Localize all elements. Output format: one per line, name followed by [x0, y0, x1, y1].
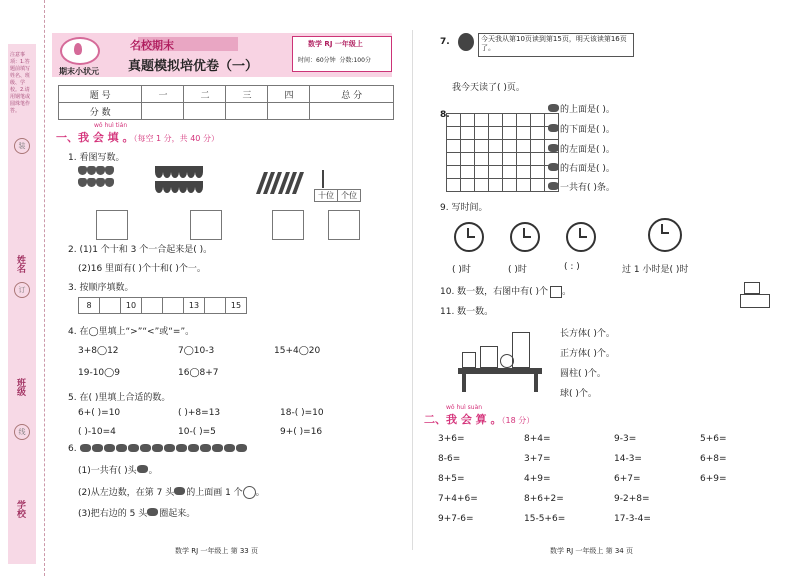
time-answer: ( : ) [564, 262, 580, 272]
subject-label: 数学 RJ 一年级上 [308, 40, 363, 48]
q6b-text: (2)从左边数，在第 7 头 [78, 488, 175, 498]
grid-cell [475, 179, 489, 192]
shuttlecock-icon [155, 181, 163, 193]
q8-text: 的下面是( )。 [560, 125, 615, 135]
shuttlecock-icon [187, 166, 195, 178]
butterfly-icon [105, 178, 114, 187]
shuttlecock-group [155, 166, 203, 196]
calc-item: 14-3= [614, 454, 642, 464]
score-value-row [59, 103, 394, 120]
shuttlecock-icon [179, 166, 187, 178]
grid-cell [489, 140, 503, 153]
grid-cell [489, 114, 503, 127]
q7-answer: 我今天读了( )页。 [452, 83, 525, 93]
shuttlecock-icon [155, 166, 163, 178]
grid-cell [475, 166, 489, 179]
bind-circle: 订 [14, 282, 30, 298]
score-table [58, 85, 394, 120]
score-cell: 分 数 [59, 103, 142, 120]
calc-item: 3+7= [524, 454, 551, 464]
cube-stack-icon [740, 294, 770, 308]
butterfly-icon [87, 166, 96, 175]
q4-item: 7◯10-3 [178, 346, 215, 356]
shuttlecock-icon [187, 181, 195, 193]
name-label: 姓名 [15, 255, 25, 273]
q11-item: 长方体( )个。 [560, 329, 615, 339]
grid-cell [503, 140, 517, 153]
section1-note: （每空 1 分，共 40 分） [133, 134, 219, 143]
abacus-ones: 个位 [338, 190, 361, 202]
dog-row [80, 444, 248, 455]
q7-number: 7. [440, 37, 450, 47]
section1-heading: 一、我 会 填 。 [56, 131, 134, 144]
section2-note: （18 分） [501, 416, 535, 425]
time-text: 时间：60分钟 [298, 57, 336, 64]
q11-prompt: 11. 数一数。 [440, 307, 494, 317]
dog-icon [236, 444, 247, 452]
abacus-table [314, 189, 361, 202]
score-header-row [59, 86, 394, 103]
calc-item: 15-5+6= [524, 514, 566, 524]
grid-cell [517, 153, 531, 166]
grid-cell [447, 127, 461, 140]
q6c [78, 506, 195, 519]
class-label: 班级 [15, 378, 25, 396]
clock-icon [454, 222, 484, 252]
q8-text: 的上面是( )。 [560, 105, 615, 115]
grid-cell [531, 140, 545, 153]
answer-box[interactable] [272, 210, 304, 240]
boy-reading-icon [458, 33, 474, 51]
q4-item: 15+4◯20 [274, 346, 321, 356]
q11-item: 球( )个。 [560, 389, 597, 399]
q8-text: 的左面是( )。 [560, 145, 615, 155]
animal-icon [548, 124, 559, 132]
cube-stack-icon [744, 282, 760, 294]
grid-cell [447, 114, 461, 127]
butterfly-icon [96, 178, 105, 187]
section2-pinyin: wǒ huì suàn [446, 404, 483, 411]
q11-item: 正方体( )个。 [560, 349, 615, 359]
stick-bundle-group [260, 172, 300, 197]
grid-cell [517, 114, 531, 127]
calc-item: 9-2+8= [614, 494, 650, 504]
q6-prompt: 6. [68, 444, 77, 454]
q4-item: 3+8◯12 [78, 346, 119, 356]
butterfly-icon [78, 166, 87, 175]
grid-cell [503, 153, 517, 166]
shelf-icon [458, 368, 542, 374]
grid-cell [447, 140, 461, 153]
grid-cell [489, 127, 503, 140]
score-cell: 二 [184, 86, 226, 103]
grid-cell [489, 179, 503, 192]
grid-cell [461, 140, 475, 153]
dog-icon [147, 508, 158, 516]
grid-cell [517, 166, 531, 179]
brand-name: 期末小状元 [59, 67, 99, 76]
grid-cell [503, 114, 517, 127]
q5-item: ( )-10=4 [78, 427, 116, 437]
q2a: 2. (1)1 个十和 3 个一合起来是( )。 [68, 245, 213, 255]
calc-item: 3+6= [438, 434, 465, 444]
speech-bubble: 今天我从第10页读到第15页，明天该读第16页了。 [478, 33, 634, 57]
q8-item [548, 180, 615, 193]
grid-cell [475, 127, 489, 140]
q8-item [548, 161, 615, 174]
score-cell: 总 分 [310, 86, 394, 103]
shuttlecock-icon [163, 181, 171, 193]
dog-icon [137, 465, 148, 473]
seq-cell: 10 [121, 298, 142, 314]
grid-cell [531, 179, 545, 192]
page-footer-left: 数学 RJ 一年级上 第 33 页 [175, 547, 258, 555]
animal-icon [548, 104, 559, 112]
seq-cell: 8 [79, 298, 100, 314]
q6b: (2)从左边数，在第 7 头 的上面画 1 个 。 [78, 488, 265, 498]
q8-text: 的右面是( )。 [560, 164, 615, 174]
score-input[interactable] [184, 103, 226, 120]
q3-prompt: 3. 按顺序填数。 [68, 283, 134, 293]
seq-cell[interactable] [205, 298, 226, 314]
time-answer: ( )时 [452, 265, 471, 275]
q8-item [548, 142, 615, 155]
time-answer: ( )时 [508, 265, 527, 275]
q11-item: 圆柱( )个。 [560, 369, 606, 379]
butterfly-icon [105, 166, 114, 175]
dog-icon [80, 444, 91, 452]
score-cell: 三 [226, 86, 268, 103]
answer-box[interactable] [96, 210, 128, 240]
shelf-leg-icon [462, 374, 466, 392]
fish-icon [548, 182, 559, 190]
score-input[interactable] [268, 103, 310, 120]
grid-cell [503, 127, 517, 140]
clock-icon [510, 222, 540, 252]
calc-item: 8+4= [524, 434, 551, 444]
q2b: (2)16 里面有( )个十和( )个一。 [78, 264, 206, 274]
calc-item: 6+7= [614, 474, 641, 484]
dog-icon [188, 444, 199, 452]
exam-title: 真题模拟培优卷（一） [128, 59, 259, 74]
dog-icon [200, 444, 211, 452]
q6c-text: (3)把右边的 5 头 [78, 509, 148, 519]
shuttlecock-icon [163, 166, 171, 178]
q5-item: ( )+8=13 [178, 408, 221, 418]
calc-item: 7+4+6= [438, 494, 478, 504]
grid-cell [461, 166, 475, 179]
dog-icon [152, 444, 163, 452]
dog-icon [224, 444, 235, 452]
q6a: (1)一共有( )头 。 [78, 466, 158, 476]
dog-icon [140, 444, 151, 452]
school-label: 学校 [15, 500, 25, 518]
dog-icon [176, 444, 187, 452]
score-cell: 一 [142, 86, 184, 103]
grid-cell [447, 179, 461, 192]
grid-cell [475, 140, 489, 153]
sequence-table [78, 297, 247, 314]
score-input[interactable] [226, 103, 268, 120]
q5-item: 9+( )=16 [280, 427, 323, 437]
dog-icon [128, 444, 139, 452]
answer-box[interactable] [190, 210, 222, 240]
shuttlecock-icon [171, 166, 179, 178]
score-input[interactable] [142, 103, 184, 120]
score-cell: 四 [268, 86, 310, 103]
dog-icon [116, 444, 127, 452]
butterfly-icon [96, 166, 105, 175]
cylinder-icon [462, 352, 476, 368]
seq-cell: 15 [226, 298, 247, 314]
dog-icon [104, 444, 115, 452]
calc-item: 9+7-6= [438, 514, 474, 524]
calc-item: 5+6= [700, 434, 727, 444]
q10-text: 10. 数一数，右图中有( )个 [440, 287, 549, 297]
dog-icon [212, 444, 223, 452]
dog-icon [174, 487, 185, 495]
publisher-logo-icon [60, 37, 100, 65]
section2-heading: 二、我 会 算 。 [424, 413, 502, 426]
q6a-text: (1)一共有( )头 [78, 466, 137, 476]
shuttlecock-icon [171, 181, 179, 193]
grid-cell [503, 166, 517, 179]
animal-grid [446, 113, 559, 192]
q8-text: 一共有( )条。 [560, 183, 615, 193]
shuttlecock-icon [179, 181, 187, 193]
calc-item: 17-3-4= [614, 514, 651, 524]
grid-cell [489, 166, 503, 179]
grid-cell [447, 153, 461, 166]
grid-cell [517, 140, 531, 153]
calc-item: 8-6= [438, 454, 461, 464]
cuboid-icon [480, 346, 498, 368]
binding-note: 注意事项：1.答题前填写姓名、班级、学校。2.请用钢笔或圆珠笔作答。 [10, 52, 31, 114]
butterfly-icon [78, 178, 87, 187]
q5-item: 10-( )=5 [178, 427, 216, 437]
seq-cell: 13 [184, 298, 205, 314]
grid-cell [531, 153, 545, 166]
dog-icon [164, 444, 175, 452]
calc-item: 8+6+2= [524, 494, 564, 504]
shuttlecock-icon [195, 181, 203, 193]
shuttlecock-icon [195, 166, 203, 178]
section1-title [56, 129, 219, 145]
seq-cell[interactable] [142, 298, 163, 314]
animal-icon [548, 144, 559, 152]
q8-item [548, 122, 615, 135]
score-text: 分数:100分 [339, 57, 371, 64]
q4-item: 19-10◯9 [78, 368, 120, 378]
grid-cell [517, 179, 531, 192]
bind-circle: 装 [14, 138, 30, 154]
q8-number: 8. [440, 110, 450, 120]
binding-band [8, 44, 36, 564]
grid-cell [475, 153, 489, 166]
bind-circle: 线 [14, 424, 30, 440]
q9-prompt: 9. 写时间。 [440, 203, 488, 213]
calc-item: 4+9= [524, 474, 551, 484]
calc-item: 6+8= [700, 454, 727, 464]
answer-box[interactable] [328, 210, 360, 240]
q10-prompt: 10. 数一数，右图中有( )个 。 [440, 287, 572, 297]
clock-icon [648, 218, 682, 252]
shelf-leg-icon [534, 374, 538, 392]
grid-cell [461, 127, 475, 140]
cube-icon [550, 286, 562, 298]
section2-title [424, 411, 534, 427]
page-divider [412, 30, 413, 550]
abacus-rod-icon [322, 170, 332, 188]
calc-item: 8+5= [438, 474, 465, 484]
circle-shape-icon [243, 486, 256, 499]
q8-item [548, 102, 615, 115]
grid-cell [531, 114, 545, 127]
dog-icon [92, 444, 103, 452]
cuboid-icon [512, 332, 530, 368]
q6c-text2: 圈起来。 [159, 509, 196, 519]
q1-prompt: 1. 看图写数。 [68, 153, 125, 163]
grid-cell [503, 179, 517, 192]
time-answer: 过 1 小时是( )时 [622, 265, 689, 275]
binding-strip [0, 0, 45, 576]
score-cell: 题 号 [59, 86, 142, 103]
seq-cell[interactable] [163, 298, 184, 314]
grid-cell [447, 166, 461, 179]
school-label: 名校期末 [130, 39, 174, 52]
score-input[interactable] [310, 103, 394, 120]
butterfly-group [78, 166, 114, 190]
q5-item: 18-( )=10 [280, 408, 324, 418]
q6b-text2: 的上面画 1 个 [186, 488, 243, 498]
calc-item: 6+9= [700, 474, 727, 484]
time-limit [298, 55, 371, 64]
grid-cell [461, 153, 475, 166]
grid-cell [531, 166, 545, 179]
butterfly-icon [87, 178, 96, 187]
q4-prompt: 4. 在◯里填上“>”“<”或“=”。 [68, 327, 195, 337]
grid-cell [531, 127, 545, 140]
section1-pinyin: wǒ huì tián [94, 122, 128, 129]
seq-cell[interactable] [100, 298, 121, 314]
calc-item: 9-3= [614, 434, 637, 444]
clock-icon [566, 222, 596, 252]
q5-item: 6+( )=10 [78, 408, 121, 418]
grid-cell [461, 114, 475, 127]
q5-prompt: 5. 在( )里填上合适的数。 [68, 393, 171, 403]
grid-cell [517, 127, 531, 140]
grid-cell [489, 153, 503, 166]
page-footer-right: 数学 RJ 一年级上 第 34 页 [550, 547, 633, 555]
animal-icon [548, 163, 559, 171]
q4-item: 16◯8+7 [178, 368, 219, 378]
grid-cell [461, 179, 475, 192]
abacus-tens: 十位 [315, 190, 338, 202]
grid-cell [475, 114, 489, 127]
